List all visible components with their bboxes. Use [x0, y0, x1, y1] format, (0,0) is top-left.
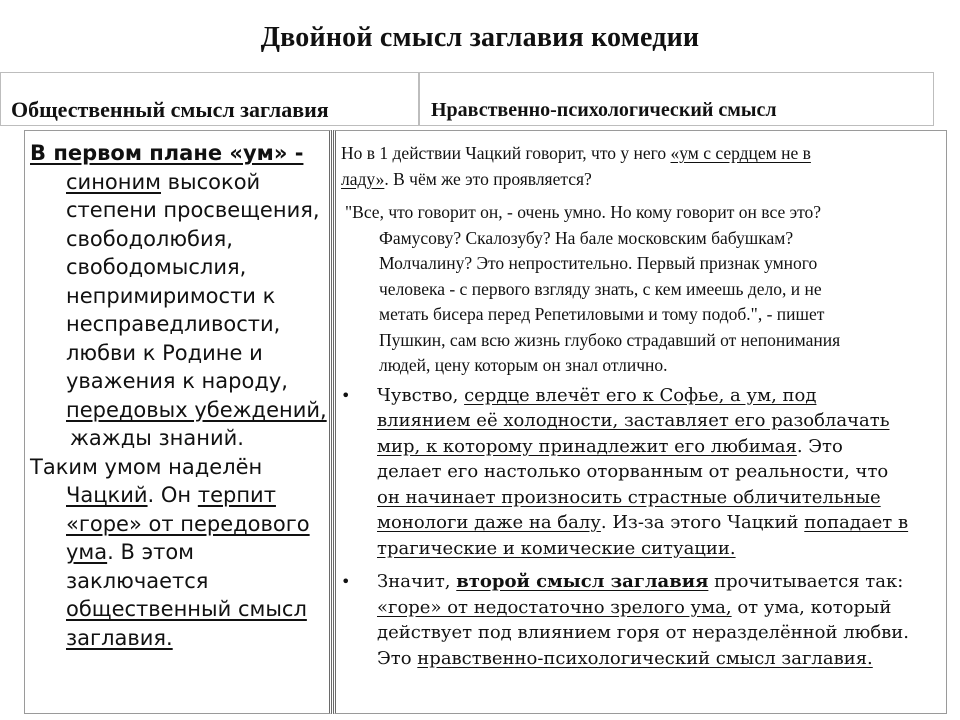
right-column — [333, 130, 947, 714]
text-run: Чувство, — [377, 384, 465, 406]
text-run: . В этом — [107, 540, 195, 564]
quote-line: Молчалину? Это непростительно. Первый признак умного — [379, 253, 818, 273]
text-run: . В чём же это проявляется? — [384, 168, 592, 189]
left-column — [24, 130, 332, 714]
intro-paragraph — [341, 141, 941, 192]
underlined-phrase: монологи даже на балу — [377, 512, 601, 533]
text-run: прочитывается так: — [708, 571, 904, 592]
synonym-term: синоним — [66, 169, 161, 194]
text-run: действует под влиянием горя от неразделённой любви. — [377, 622, 910, 643]
underlined-phrase: «горе» от недостаточно зрелого ума, — [377, 596, 732, 618]
underlined-phrase: терпит — [197, 483, 276, 507]
lead-phrase: В первом плане «ум» - — [30, 141, 304, 165]
quote-line: метать бисера перед Репетиловыми и тому подоб.", - пишет — [379, 304, 825, 324]
text-line: непримиримости к — [66, 283, 276, 308]
underlined-phrase: заглавия. — [66, 625, 173, 650]
bullet-feelings — [341, 383, 941, 562]
text-run: Это — [377, 647, 418, 669]
left-column-text — [30, 139, 330, 652]
underlined-phrase: попадает в — [804, 512, 909, 533]
text-run: делает его настолько оторванным от реальности, что — [377, 461, 889, 482]
spacer — [341, 561, 941, 569]
text-run: Но в 1 действии Чацкий говорит, что у него — [341, 143, 671, 163]
quote-line: Пушкин, сам всю жизнь глубоко страдавший от непонимания — [379, 329, 841, 350]
header-moral-psychological-meaning: Нравственно-психологический смысл — [418, 72, 934, 126]
underlined-phrase: трагические и комические ситуации. — [377, 537, 736, 559]
bullet-conclusion — [341, 569, 941, 671]
text-line: свободолюбия, — [66, 226, 233, 251]
right-column-text — [341, 141, 941, 671]
text-line: Таким умом наделён — [30, 454, 263, 479]
text-run: высокой — [161, 169, 261, 194]
underlined-phrase: «ум с сердцем не в — [670, 143, 811, 163]
second-meaning-phrase: второй смысл заглавия — [456, 571, 709, 592]
text-run: Значит, — [377, 571, 457, 592]
underlined-phrase: общественный смысл — [66, 597, 307, 621]
text-run: . Он — [147, 483, 198, 507]
text-run: . Это — [796, 435, 843, 457]
underlined-phrase: он начинает произносить страстные обличительные — [377, 486, 881, 508]
text-line: степени просвещения, — [66, 198, 320, 222]
text-run: . Из-за этого Чацкий — [600, 512, 805, 533]
quote-line: "Все, что говорит он, - очень умно. Но кому говорит он все это? — [345, 202, 822, 222]
text-line: свободомыслия, — [66, 255, 247, 279]
bullet-icon: • — [341, 572, 351, 591]
text-run: от ума, который — [731, 596, 892, 618]
bullet-icon: • — [341, 385, 351, 405]
underlined-phrase: влиянием её холодности, заставляет его разоблачать — [377, 410, 890, 431]
text-line: жажды знаний. — [70, 426, 244, 450]
quote-line: человека - с первого взгляду знать, с кем имеешь дело, и не — [379, 278, 822, 299]
underlined-phrase: ума — [66, 540, 108, 564]
underlined-phrase: ладу» — [341, 168, 385, 189]
header-social-meaning: Общественный смысл заглавия — [0, 72, 420, 126]
text-line: несправедливости, — [66, 312, 281, 336]
text-line: заключается — [66, 568, 209, 593]
underlined-phrase: «горе» от передового — [66, 511, 310, 536]
spacer — [341, 192, 941, 200]
chatsky-name: Чацкий — [66, 483, 148, 507]
quote-line: людей, цену которым он знал отлично. — [379, 355, 668, 375]
text-line: уважения к народу, — [66, 369, 288, 393]
page-title: Двойной смысл заглавия комедии — [260, 22, 700, 53]
underlined-phrase: передовых убеждений, — [66, 397, 327, 422]
underlined-phrase: мир, к которому принадлежит его любимая — [377, 435, 797, 457]
text-line: любви к Родине и — [66, 340, 263, 365]
underlined-phrase: нравственно-психологический смысл заглавия. — [417, 647, 873, 669]
underlined-phrase: сердце влечёт его к Софье, а ум, под — [464, 384, 817, 406]
quote-line: Фамусову? Скалозубу? На бале московским бабушкам? — [379, 227, 794, 248]
